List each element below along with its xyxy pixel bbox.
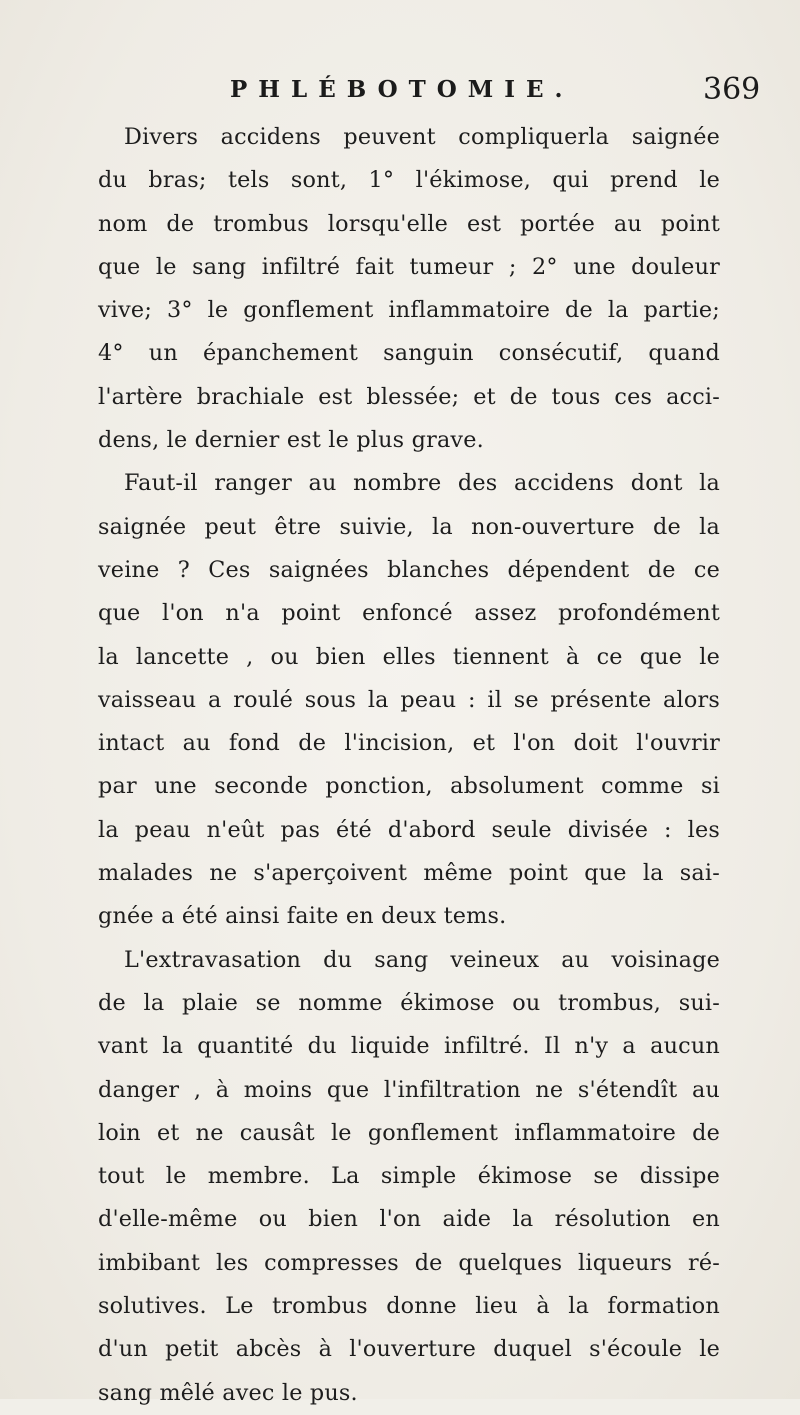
text-line: sang mêlé avec le pus. — [98, 1379, 358, 1406]
text-line: intact au fond de l'incision, et l'on doit l'ouvrir — [98, 730, 720, 757]
text-line: l'artère brachiale est blessée; et de tous ces acci- — [98, 383, 720, 410]
text-line: solutives. Le trombus donne lieu à la formation — [98, 1293, 720, 1320]
body-text — [98, 116, 720, 1406]
text-line: dens, le dernier est le plus grave. — [98, 427, 484, 454]
text-line: que le sang infiltré fait tumeur ; 2° une douleur — [98, 253, 720, 280]
text-line: Divers accidens peuvent compliquerla saignée — [124, 124, 720, 150]
paragraph-3 — [98, 939, 720, 1415]
text-line: que l'on n'a point enfoncé assez profondément — [98, 600, 720, 627]
text-line: vaisseau a roulé sous la peau : il se présente alors — [98, 686, 720, 713]
text-line: tout le membre. La simple ékimose se dissipe — [98, 1163, 720, 1190]
text-line: du bras; tels sont, 1° l'ékimose, qui prend le — [98, 167, 720, 194]
text-line: la peau n'eût pas été d'abord seule divisée : les — [98, 816, 720, 843]
text-line: L'extravasation du sang veineux au voisinage — [124, 946, 720, 973]
page-number: 369 — [703, 72, 761, 107]
text-line: gnée a été ainsi faite en deux tems. — [98, 903, 507, 930]
text-line: veine ? Ces saignées blanches dépendent de ce — [98, 556, 720, 583]
page-header — [0, 72, 800, 116]
text-line: d'elle-même ou bien l'on aide la résolution en — [98, 1206, 720, 1233]
text-line: malades ne s'aperçoivent même point que la sai- — [98, 860, 720, 887]
text-line: nom de trombus lorsqu'elle est portée au point — [98, 210, 720, 237]
running-title: PHLÉBOTOMIE. — [230, 76, 574, 103]
text-line: loin et ne causât le gonflement inflammatoire de — [98, 1119, 720, 1146]
text-line: par une seconde ponction, absolument comme si — [98, 773, 720, 800]
text-line: vant la quantité du liquide infiltré. Il n'y a aucun — [98, 1033, 720, 1060]
text-line: vive; 3° le gonflement inflammatoire de la partie; — [98, 297, 720, 324]
text-line: saignée peut être suivie, la non-ouverture de la — [98, 513, 720, 540]
text-line: la lancette , ou bien elles tiennent à ce que le — [98, 643, 720, 670]
text-line: de la plaie se nomme ékimose ou trombus, sui- — [98, 989, 720, 1016]
text-line: d'un petit abcès à l'ouverture duquel s'écoule le — [98, 1336, 720, 1363]
text-line: 4° un épanchement sanguin consécutif, quand — [98, 340, 720, 367]
text-line: imbibant les compresses de quelques liqueurs ré- — [98, 1249, 720, 1276]
text-line: Faut-il ranger au nombre des accidens dont la — [124, 470, 720, 497]
paragraph-2 — [98, 462, 720, 938]
text-line: danger , à moins que l'infiltration ne s'étendît au — [98, 1076, 720, 1103]
paragraph-1 — [98, 116, 720, 462]
